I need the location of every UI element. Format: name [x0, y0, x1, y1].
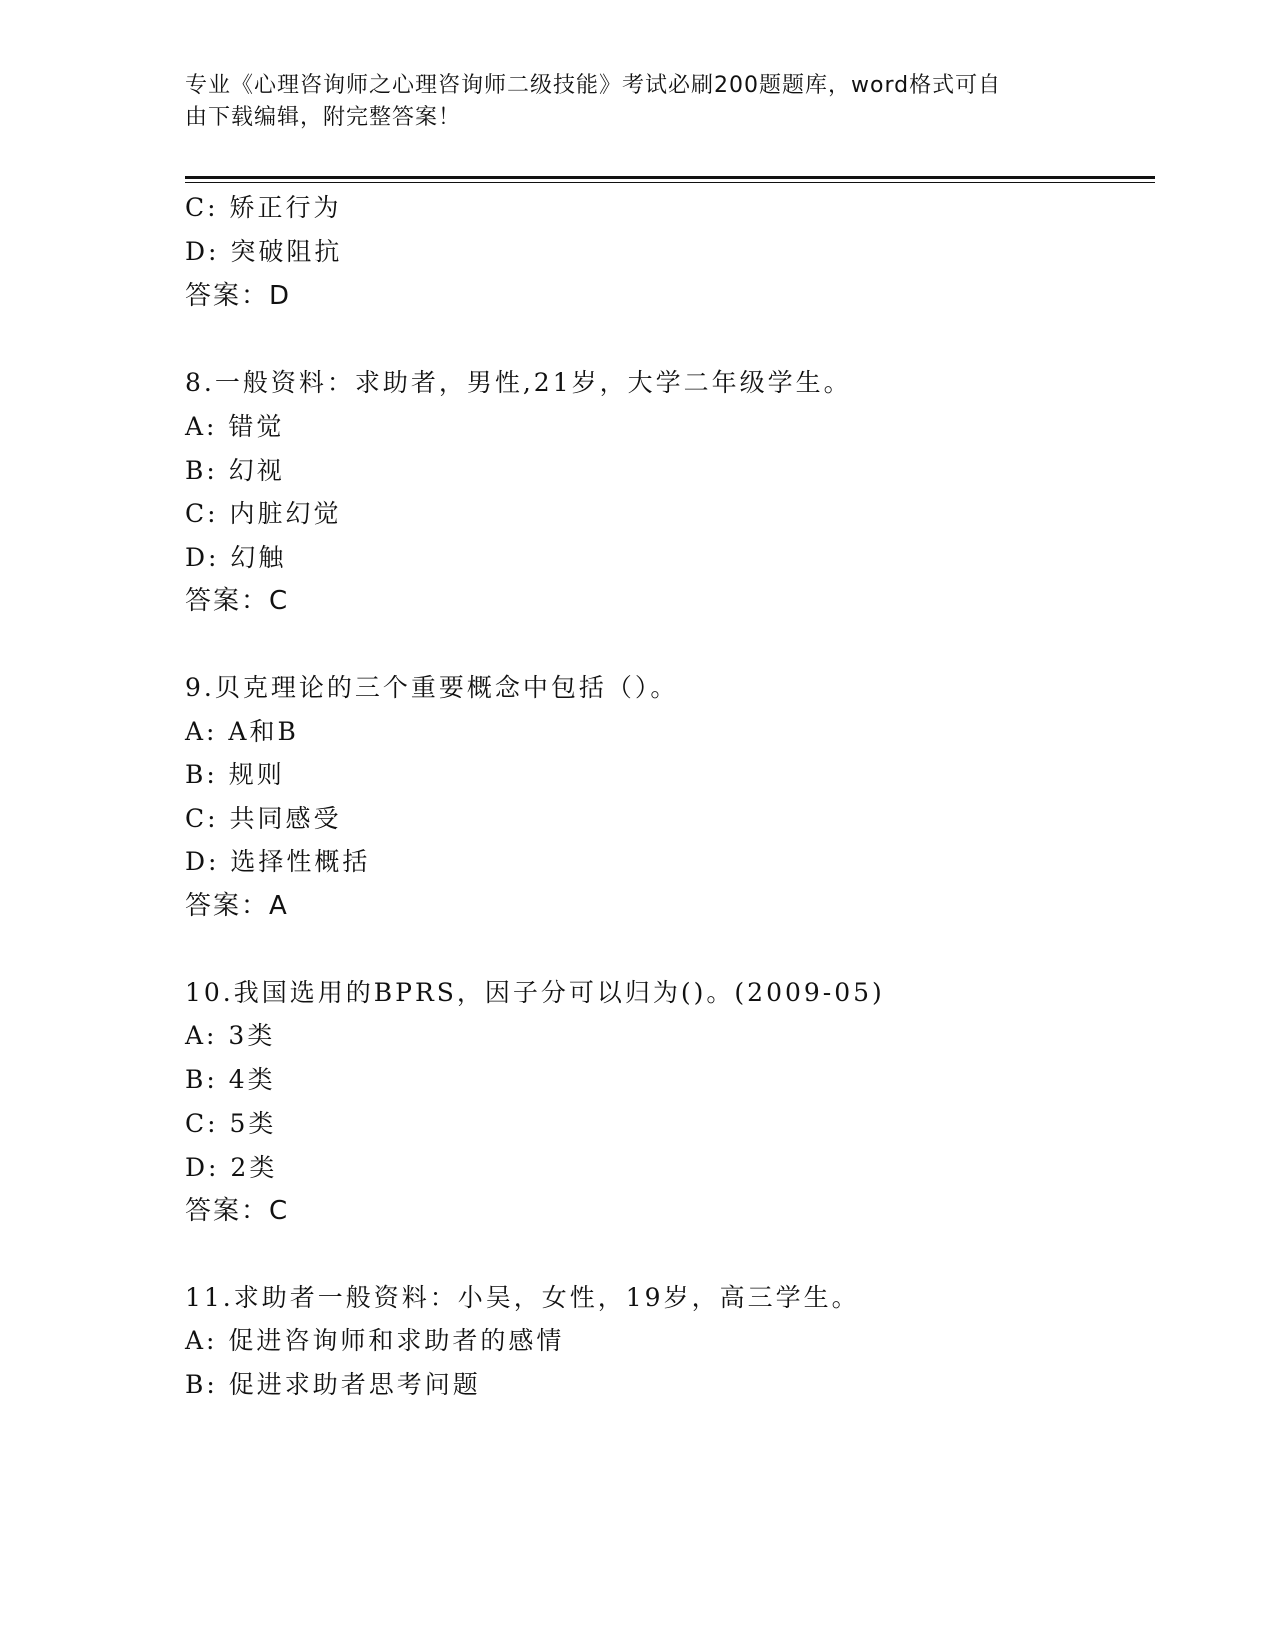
- q7-answer: 答案：D: [185, 281, 292, 311]
- q9-stem: 9.贝克理论的三个重要概念中包括（）。: [185, 673, 679, 702]
- q8-answer: 答案：C: [185, 586, 290, 616]
- q10-answer: 答案：C: [185, 1196, 290, 1226]
- q9-option-b: B: 规则: [185, 760, 285, 789]
- q11-stem: 11.求助者一般资料：小吴，女性，19岁，高三学生。: [185, 1283, 860, 1312]
- document-header: [185, 70, 1065, 134]
- q10-option-d: D: 2类: [185, 1153, 278, 1182]
- header-divider-thick: [185, 176, 1155, 179]
- q11-option-a: A: 促进咨询师和求助者的感情: [185, 1326, 565, 1355]
- header-divider-thin: [185, 182, 1155, 183]
- q10-option-b: B: 4类: [185, 1065, 276, 1094]
- q9-option-d: D: 选择性概括: [185, 847, 371, 876]
- q8-stem: 8.一般资料：求助者，男性,21岁，大学二年级学生。: [185, 368, 852, 397]
- q10-option-c: C: 5类: [185, 1109, 277, 1138]
- q10-stem: 10.我国选用的BPRS，因子分可以归为()。(2009-05): [185, 978, 885, 1007]
- q7-option-d: D: 突破阻抗: [185, 237, 343, 266]
- q7-option-c: C: 矫正行为: [185, 193, 342, 222]
- q8-option-a: A: 错觉: [185, 412, 285, 441]
- q8-option-c: C: 内脏幻觉: [185, 499, 342, 528]
- header-title-line-2: 由下载编辑，附完整答案！: [185, 105, 462, 130]
- q9-option-c: C: 共同感受: [185, 804, 342, 833]
- q9-answer: 答案：A: [185, 891, 289, 921]
- q8-option-b: B: 幻视: [185, 456, 285, 485]
- q8-option-d: D: 幻触: [185, 543, 287, 572]
- q11-option-b: B: 促进求助者思考问题: [185, 1370, 481, 1399]
- header-title-line-1: 专业《心理咨询师之心理咨询师二级技能》考试必刷200题题库，word格式可自: [185, 73, 1002, 98]
- q9-option-a: A: A和B: [185, 717, 299, 746]
- q10-option-a: A: 3类: [185, 1021, 276, 1050]
